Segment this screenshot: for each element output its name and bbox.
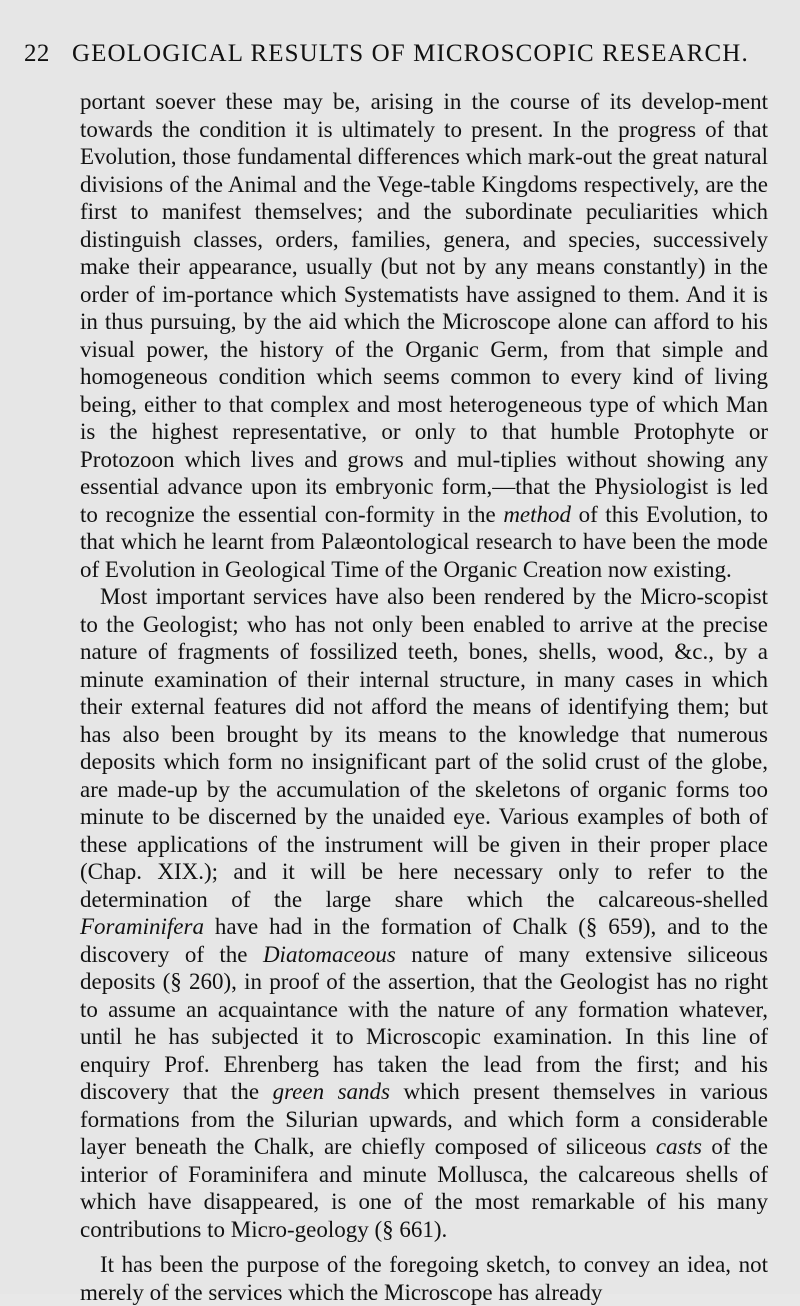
paragraph-text: of the interior of Foraminifera and minute Mollusca, the calcareous shells of which have disappeared, is one of the most remarkable of his many contributions to Micro-geology (§ 661). <box>80 1134 769 1242</box>
paragraph-text: portant soever these may be, arising in the course of its develop-ment towards the condition it is ultimately to present. In the progress of that Evolution, those fundamental differences which mark-out the great natural divisions of the Animal and the Vege-table Kingdoms respectively, are the first to manifest themselves; and the subordinate peculiarities which distinguish classes, orders, families, genera, and species, successively make their appearance, usually (but not by any means constantly) in the order of im-portance which Systematists have assigned to them. And it is in thus pursuing, by the aid which the Microscope alone can afford to his visual power, the history of the Organic Germ, from that simple and homogeneous condition which seems common to every kind of living being, either to that complex and most heterogeneous type of which Man is the highest representative, or only to that humble Protophyte or Protozoon which lives and grows and mul-tiplies without showing any essential advance upon its embryonic form,—that the Physiologist is led to recognize the essential con-formity in the <box>80 89 768 527</box>
italic-term: method <box>503 501 572 527</box>
paragraph-text: have had in the formation of Chalk (§ 659), and to the discovery of the <box>80 914 768 967</box>
italic-term: green sands <box>272 1079 390 1104</box>
paragraph-text: nature of many extensive siliceous deposits (§ 260), in proof of the assertion, that the Geologist has no right to assume an acquaintance with the nature of any formation whatever, until he has subjected it to Microscopic examination. In this line of enquiry Prof. Ehrenberg has taken the lead from the first; and his discovery that the <box>80 941 768 1104</box>
page-number: 22 <box>24 40 50 67</box>
italic-term: Foraminifera <box>80 914 204 939</box>
italic-term: Diatomaceous <box>262 941 396 967</box>
paragraph-text: of this Evolution, to that which he learnt from Palæontological research to have been the mode of Evolution in Geological Time of the Organic Creation now existing. <box>80 501 769 582</box>
paragraph-3 <box>80 1251 768 1306</box>
paragraph-text: which present themselves in various formations from the Silurian upwards, and which form a considerable layer beneath the Chalk, are chiefly composed of siliceous <box>80 1079 768 1159</box>
paragraph-text: It has been the purpose of the foregoing sketch, to convey an idea, not merely of the services which the Microscope has already <box>80 1252 768 1305</box>
running-header <box>24 40 764 74</box>
italic-term: casts <box>655 1134 702 1159</box>
paragraph-text: Most important services have also been rendered by the Micro-scopist to the Geologist; who has not only been enabled to arrive at the precise nature of fragments of fossilized teeth, bones, shells, wood, &c., by a minute examination of their internal structure, in many cases in which their external features did not afford the means of identifying them; but has also been brought by its means to the knowledge that numerous deposits which form no insignificant part of the solid crust of the globe, are made-up by the accumulation of the skeletons of organic forms too minute to be discerned by the unaided eye. Various examples of both of these applications of the instrument will be given in their proper place (Chap. XIX.); and it will be here necessary only to refer to the determination of the large share which the calcareous-shelled <box>80 584 768 912</box>
running-title: GEOLOGICAL RESULTS OF MICROSCOPIC RESEARCH. <box>72 40 749 67</box>
paragraph-1 <box>80 88 768 583</box>
paragraph-2 <box>80 583 768 1243</box>
body-text <box>80 88 768 1306</box>
